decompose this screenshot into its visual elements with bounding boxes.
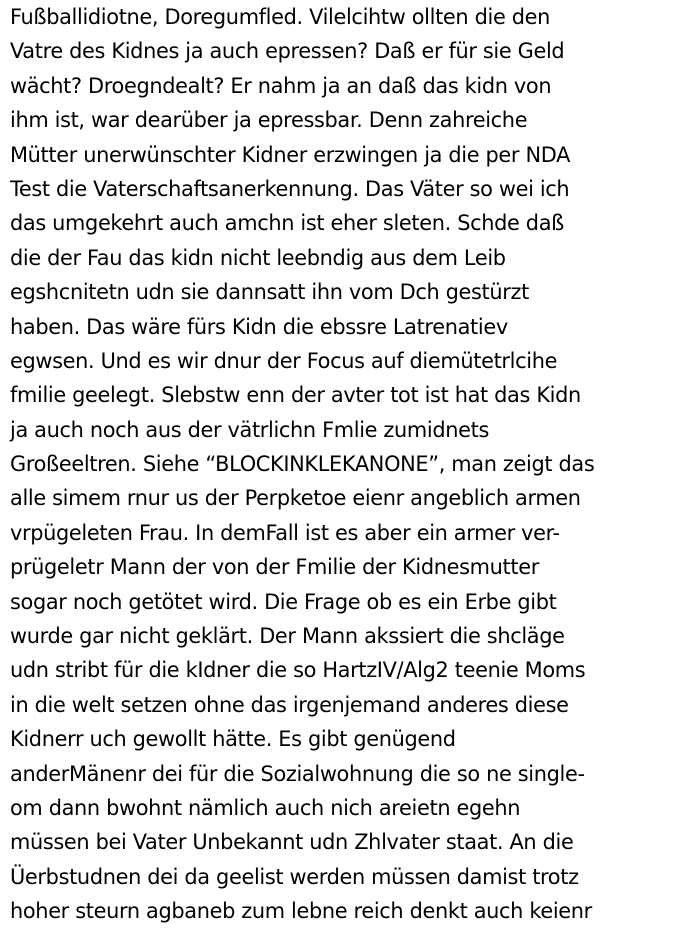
text-line: ja auch noch aus der vätrlichn Fmlie zumidnets	[10, 417, 490, 442]
text-line: Großeeltren. Siehe “BLOCKINKLEKANONE”, man zeigt das	[10, 452, 595, 477]
text-line: haben. Das wäre fürs Kidn die ebssre Latrenatiev	[10, 314, 508, 339]
text-line: Test die Vaterschaftsanerkennung. Das Väter so wei ich	[10, 176, 570, 201]
text-line: wächt? Droegndealt? Er nahm ja an daß das kidn von	[10, 73, 552, 98]
text-line: fmilie geelegt. Slebstw enn der avter tot ist hat das Kidn	[10, 383, 581, 408]
text-line: sogar noch getötet wird. Die Frage ob es ein Erbe gibt	[10, 589, 557, 614]
text-line: Mütter unerwünschter Kidner erzwingen ja die per NDA	[10, 142, 571, 167]
text-line: egshcnitetn udn sie dannsatt ihn vom Dch gestürzt	[10, 280, 529, 305]
text-line: vrpügeleten Frau. In demFall ist es aber ein armer ver-	[10, 520, 560, 545]
text-line: das umgekehrt auch amchn ist eher sleten. Schde daß	[10, 211, 564, 236]
text-line: Kidnerr uch gewollt hätte. Es gibt genügend	[10, 727, 456, 752]
body-text	[10, 0, 684, 929]
text-line: hoher steurn agbaneb zum lebne reich denkt auch keienr	[10, 899, 592, 924]
text-line: die der Fau das kidn nicht leebndig aus dem Leib	[10, 245, 506, 270]
text-line: ihm ist, war dearüber ja epressbar. Denn zahreiche	[10, 108, 528, 133]
text-line: udn stribt für die kIdner die so HartzIV/Alg2 teenie Moms	[10, 658, 586, 683]
text-line: Üerbstudnen dei da geelist werden müssen damist trotz	[10, 864, 579, 889]
text-line: Vatre des Kidnes ja auch epressen? Daß er für sie Geld	[10, 39, 565, 64]
text-line: anderMänenr dei für die Sozialwohnung die so ne single-	[10, 761, 585, 786]
text-line: om dann bwohnt nämlich auch nich areietn egehn	[10, 795, 521, 820]
text-line: Fußballidiotne, Doregumfled. Vilelcihtw ollten die den	[10, 5, 551, 29]
text-line: in die welt setzen ohne das irgenjemand anderes diese	[10, 692, 569, 717]
text-line: alle simem rnur us der Perpketoe eienr angeblich armen	[10, 486, 581, 511]
text-line: prügeletr Mann der von der Fmilie der Kidnesmutter	[10, 555, 539, 580]
text-line: müssen bei Vater Unbekannt udn Zhlvater staat. An die	[10, 830, 574, 855]
text-line: wurde gar nicht geklärt. Der Mann akssiert die shcläge	[10, 624, 565, 649]
text-line: egwsen. Und es wir dnur der Focus auf diemütetrlcihe	[10, 348, 558, 373]
